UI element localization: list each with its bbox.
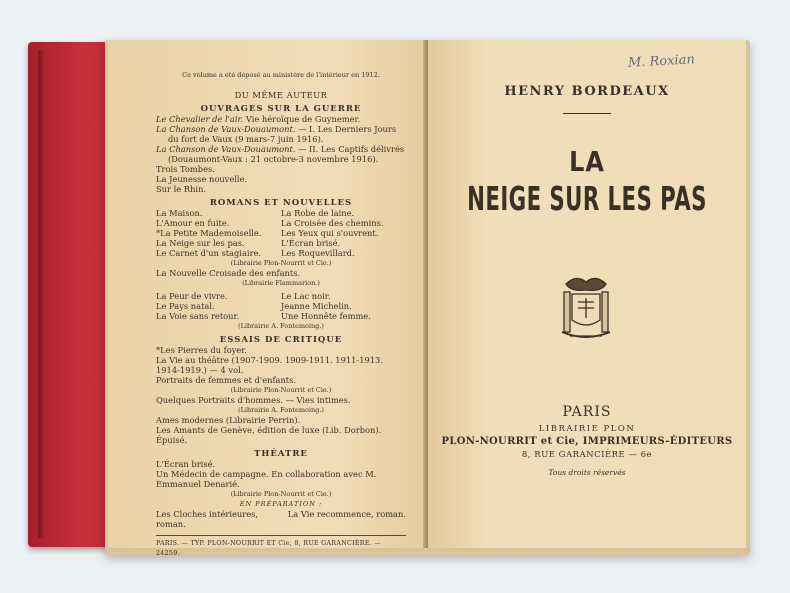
author-name: HENRY BORDEAUX [504,84,670,99]
publisher-note: (Librairie Plon-Nourrit et Cie.) [230,490,332,498]
right-page [428,40,746,548]
war-item-2-cont: du fort de Vaux (9 mars-7 juin 1916). [168,134,324,144]
novel-item: La Robe de laine. [281,208,355,218]
novel-item: L'Amour en fuite. [156,218,230,228]
essay-item: *Les Pierres du foyer. [156,345,247,355]
essay-item: Portraits de femmes et d'enfants. [156,375,297,385]
essay-item: Quelques Portraits d'hommes. — Vies intimes. [156,395,351,405]
novel-item: Les Roquevillard. [281,248,355,258]
title-article: LA [569,145,605,179]
deposit-note: Ce volume a été déposé au ministère de l'intérieur en 1912. [182,71,380,79]
war-item-3: La Chanson de Vaux-Douaumont. — II. Les Captifs délivrés [156,144,405,154]
prep-item: La Vie recommence, roman. [287,509,406,519]
printer-line: PARIS. — TYP. PLON-NOURRIT ET Cie, 8, RUE GARANCIÈRE. — 24259. [156,535,406,559]
war-works-heading: OUVRAGES SUR LA GUERRE [200,104,362,114]
war-item-5: La Jeunesse nouvelle. [156,174,248,184]
prep-item: Les Cloches intérieures, roman. [156,509,258,529]
publisher-note: (Librairie A. Fontemoing.) [238,406,324,414]
war-item-1: Le Chevalier de l'air. Vie héroïque de Guynemer. [156,114,361,124]
theatre-item: L'Écran brisé. [156,459,216,469]
novel-item: La Maison. [156,208,203,218]
publisher-note: (Librairie A. Fontemoing.) [238,322,324,330]
novels-list [156,208,406,258]
novel-item: Une Honnête femme. [281,311,371,321]
novel-item: *La Petite Mademoiselle. [156,228,262,238]
essays-heading: ESSAIS DE CRITIQUE [219,335,343,345]
novel-item: La Peur de vivre. [156,291,228,301]
theatre-item: Un Médecin de campagne. En collaboration avec M. Emmanuel Denarié. [156,469,377,489]
novel-item: Jeanne Michelin. [281,301,352,311]
handwritten-signature: M. Roxian [627,52,696,71]
essay-item: Les Amants de Genève, édition de luxe (Lib. Dorbon). Épuisé. [156,425,382,445]
title-page [428,40,746,548]
novel-item: Les Yeux qui s'ouvrent. [281,228,379,238]
publisher-printers: PLON-NOURRIT et Cie, IMPRIMEURS-ÉDITEURS [441,436,733,447]
novels-heading: ROMANS ET NOUVELLES [209,198,353,208]
left-page-text [156,70,406,559]
publisher-address: 8, RUE GARANCIÈRE — 6e [521,450,653,460]
novel-item: La Voie sans retour. [156,311,240,321]
publisher-emblem-icon [556,272,616,347]
in-preparation-heading: EN PRÉPARATION : [239,500,323,508]
same-author-heading: DU MÊME AUTEUR [234,90,328,100]
theatre-heading: THÉATRE [254,449,308,459]
novel-item: Le Pays natal. [156,301,215,311]
publisher-note: (Librairie Flammarion.) [242,279,320,287]
book-title: NEIGE SUR LES PAS [467,181,707,219]
novel-item: Le Lac noir. [281,291,331,301]
essay-item: La Vie au théâtre (1907-1909. 1909-1911. 1911-1913. 1914-1919.) — 4 vol. [156,355,383,375]
novel-item: La Croisée des chemins. [281,218,384,228]
novel-item: L'Écran brisé. [281,238,341,248]
essay-item: Ames modernes (Librairie Perrin). [156,415,301,425]
novels-list-2 [156,291,406,321]
war-item-4: Trois Tombes. [156,164,215,174]
divider-rule [563,113,611,114]
in-preparation-list [156,509,406,529]
publisher-name: LIBRAIRIE PLON [538,424,636,434]
rights-reserved: Tous droits réservés [548,468,626,477]
publisher-note: (Librairie Plon-Nourrit et Cie.) [230,259,332,267]
novel-item: La Neige sur les pas. [156,238,245,248]
publisher-note: (Librairie Plon-Nourrit et Cie.) [230,386,332,394]
left-page [108,40,426,557]
war-item-3-cont: (Douaumont-Vaux : 21 octobre-3 novembre 1916). [168,154,379,164]
war-item-6: Sur le Rhin. [156,184,207,194]
war-item-2: La Chanson de Vaux-Douaumont. — I. Les Derniers Jours [156,124,397,134]
publication-city: PARIS [562,404,612,420]
novel-item: Le Carnet d'un stagiaire. [156,248,262,258]
novel-item: La Nouvelle Croisade des enfants. [156,268,301,278]
